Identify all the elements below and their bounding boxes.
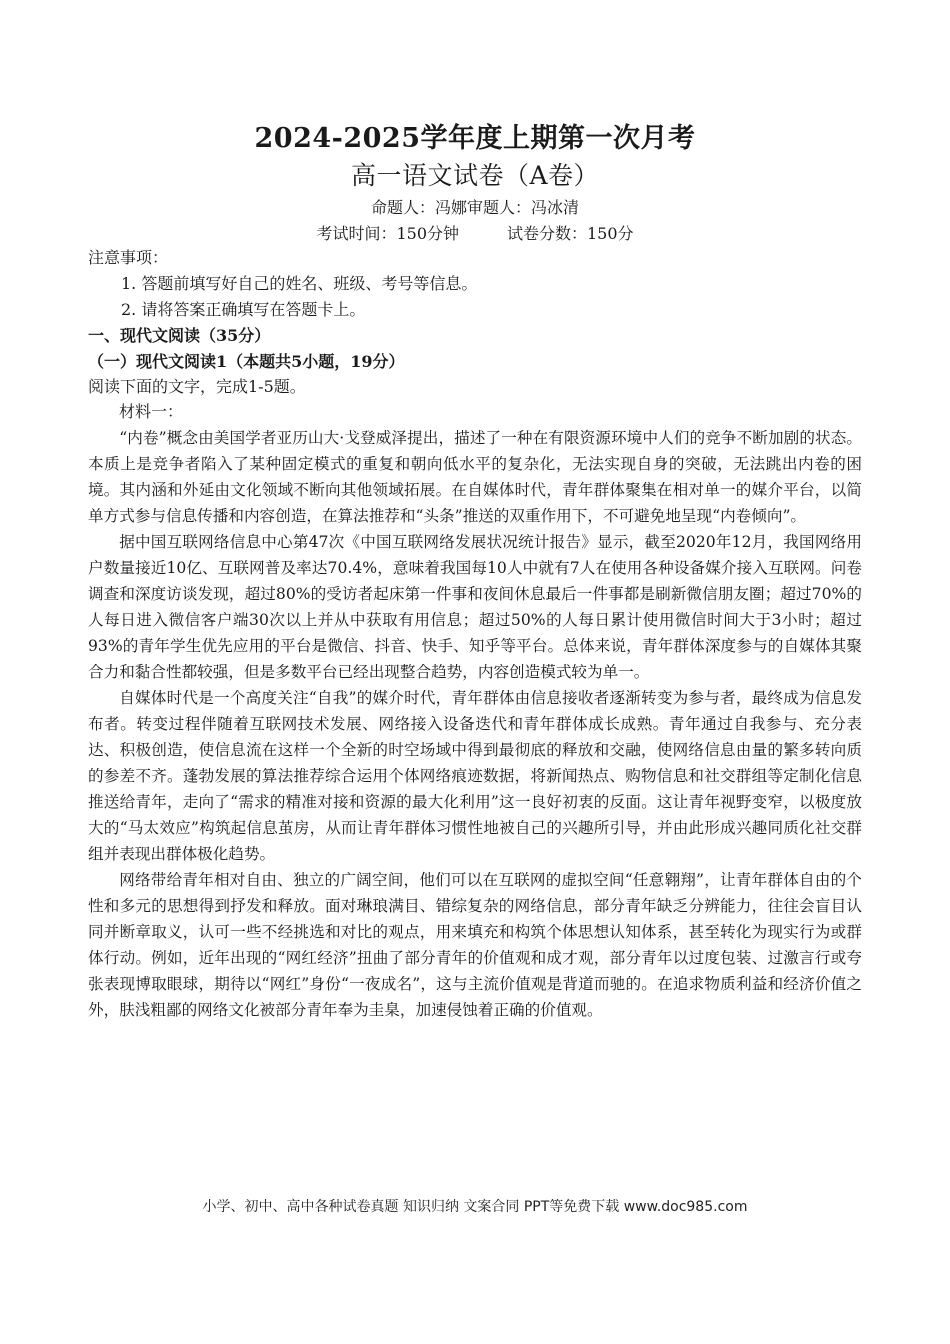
note-item-1: 1. 答题前填写好自己的姓名、班级、考号等信息。 (121, 274, 478, 293)
passage-paragraph: 据中国互联网络信息中心第47次《中国互联网络发展状况统计报告》显示，截至2020年12月，我国网络用户数量接近10亿、互联网普及率达70.4%，意味着我国每10人中就有7人在使用各种设备媒介接入互联网。问卷调查和深度访谈发现，超过80%的受访者起床第一件事和夜间休息最后一件事都是刷新微信朋友圈；超过70%的人每日进入微信客户端30次以上并从中获取有用信息；超过50%的人每日累计使用微信时间大于3小时；超过93%的青年学生优先应用的平台是微信、抖音、快手、知乎等平台。总体来说，青年群体深度参与的自媒体其聚合力和黏合性都较强，但是多数平台已经出现整合趋势，内容创造模式较为单一。 (88, 533, 862, 681)
section-instruction: 阅读下面的文字，完成1-5题。 (88, 377, 306, 396)
reading-passage (88, 425, 862, 1023)
exam-authors: 命题人：冯娜审题人：冯冰清 (370, 198, 579, 217)
material-label: 材料一： (119, 402, 184, 421)
exam-score: 试卷分数：150分 (507, 224, 634, 243)
exam-time: 考试时间：150分钟 (316, 224, 459, 243)
note-item-2: 2. 请将答案正确填写在答题卡上。 (121, 300, 366, 319)
passage-paragraph: 自媒体时代是一个高度关注“自我”的媒介时代，青年群体由信息接收者逐渐转变为参与者，最终成为信息发布者。转变过程伴随着互联网技术发展、网络接入设备迭代和青年群体成长成熟。青年通过自我参与、充分表达、积极创造，使信息流在这样一个全新的时空场域中得到最彻底的释放和交融，使网络信息由量的繁多转向质的参差不齐。蓬勃发展的算法推荐综合运用个体网络痕迹数据，将新闻热点、购物信息和社交群组等定制化信息推送给青年，走向了“需求的精准对接和资源的最大化利用”这一良好初衷的反面。这让青年视野变窄，以极度放大的“马太效应”构筑起信息茧房，从而让青年群体习惯性地被自己的兴趣所引导，并由此形成兴趣同质化社交群组并表现出群体极化趋势。 (88, 689, 862, 863)
section-subtitle: （一）现代文阅读1（本题共5小题，19分） (88, 352, 405, 371)
exam-meta (0, 221, 950, 244)
passage-paragraph: 网络带给青年相对自由、独立的广阔空间，他们可以在互联网的虚拟空间“任意翱翔”，让青年群体自由的个性和多元的思想得到抒发和释放。面对琳琅满目、错综复杂的网络信息，部分青年缺乏分辨能力，往往会盲目认同并断章取义，认可一些不经挑选和对比的观点，用来填充和构筑个体思想认知体系，甚至转化为现实行为或群体行动。例如，近年出现的“网红经济”扭曲了部分青年的价值观和成才观，部分青年以过度包装、过激言行或夸张表现博取眼球，期待以“网红”身份“一夜成名”，这与主流价值观是背道而驰的。在追求物质利益和经济价值之外，肤浅粗鄙的网络文化被部分青年奉为圭臬，加速侵蚀着正确的价值观。 (88, 871, 862, 1019)
footer-note: 小学、初中、高中各种试卷真题 知识归纳 文案合同 PPT等免费下载 www.doc985.com (202, 1199, 748, 1215)
notes-heading: 注意事项： (88, 248, 169, 267)
section-title: 一、现代文阅读（35分） (88, 326, 271, 345)
exam-title: 2024-2025学年度上期第一次月考 (254, 123, 696, 154)
passage-paragraph: “内卷”概念由美国学者亚历山大·戈登威泽提出，描述了一种在有限资源环境中人们的竞争不断加剧的状态。本质上是竞争者陷入了某种固定模式的重复和朝向低水平的复杂化，无法实现自身的突破，无法跳出内卷的困境。其内涵和外延由文化领域不断向其他领域拓展。在自媒体时代，青年群体聚集在相对单一的媒介平台，以简单方式参与信息传播和内容创造，在算法推荐和“头条”推送的双重作用下，不可避免地呈现“内卷倾向”。 (88, 429, 862, 525)
exam-subtitle: 高一语文试卷（A卷） (350, 161, 600, 190)
